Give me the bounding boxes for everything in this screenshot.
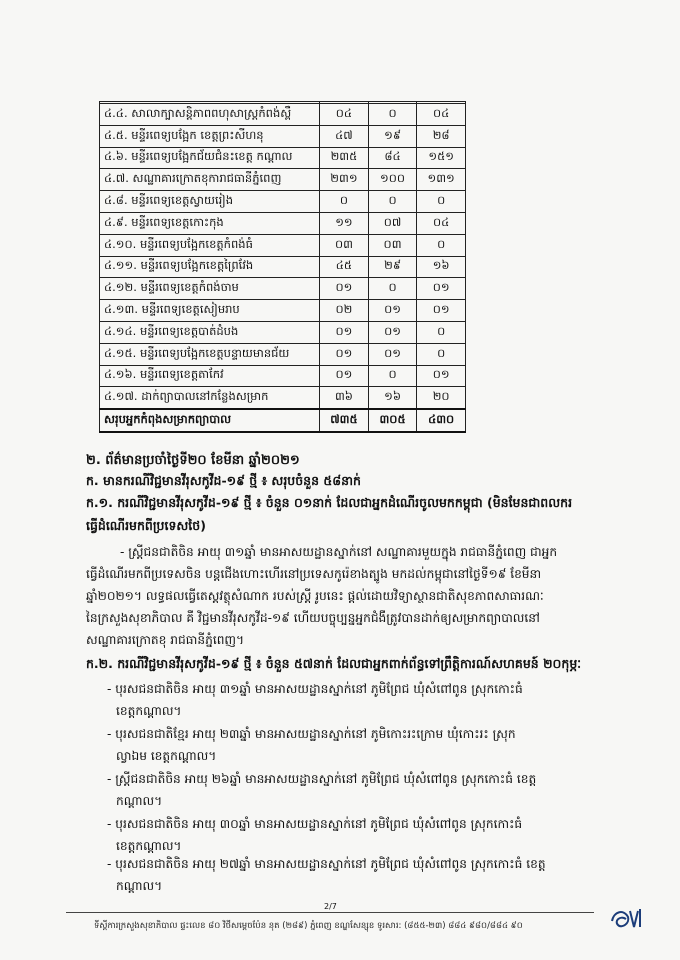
total-cases: ៤៧: [320, 125, 369, 147]
table-row: [100, 278, 466, 300]
total-male: ៣០៥: [368, 409, 417, 432]
case-bullet-line2: កណ្តាល។: [116, 794, 163, 808]
table-row: [100, 191, 466, 213]
table-row: [100, 321, 466, 343]
male-cases: ០: [368, 365, 417, 387]
female-cases: ០: [417, 343, 466, 365]
male-cases: ០: [368, 191, 417, 213]
table-row: [100, 365, 466, 387]
section-heading: ២. ព័ត៌មានប្រចាំថ្ងៃទី២០ ខែមីនា ឆ្នាំ២០២១: [86, 453, 300, 468]
total-all: ៧៣៥: [320, 409, 369, 432]
total-cases: ២៣៥: [320, 147, 369, 169]
total-cases: ២៣១: [320, 169, 369, 191]
case-bullet-line1: - បុរសជនជាតិខ្មែរ អាយុ ២៣ឆ្នាំ មានអាសយដ្ឋានស្នាក់នៅ ភូមិកោះរះក្រោម ឃុំកោះរះ ស្រុក: [107, 727, 516, 741]
female-cases: ២៨: [417, 125, 466, 147]
male-cases: ២៩: [368, 256, 417, 278]
total-female: ៤៣០: [417, 409, 466, 432]
facility-name: ៤.១៧. ដាក់ព្យាបាលនៅកន្លែងសម្រាក: [100, 387, 320, 409]
facility-name: ៤.១៣. មន្ទីរពេទ្យខេត្តសៀមរាប: [100, 300, 320, 322]
total-cases: ០២: [320, 300, 369, 322]
male-cases: ១៦: [368, 387, 417, 409]
female-cases: ០: [417, 321, 466, 343]
female-cases: ០៤: [417, 104, 466, 126]
ministry-logo-icon: [608, 905, 648, 937]
facility-name: ៤.៩. មន្ទីរពេទ្យខេត្តកោះកុង: [100, 212, 320, 234]
male-cases: ០: [368, 104, 417, 126]
table-row: [100, 343, 466, 365]
case-paragraph-line5: សណ្ឋាគារក្រោតខុ រាជធានីភ្នំពេញ។: [86, 633, 245, 647]
facility-name: ៤.៥. មន្ទីរពេទ្យបង្អែក ខេត្តព្រះសីហនុ: [100, 125, 320, 147]
case-bullet: [107, 853, 585, 897]
female-cases: ១៦: [417, 256, 466, 278]
subheading-a1: ក.១. ករណីវិជ្ជមានវីរុសកូវីដ-១៩ ថ្មី ៖ ចំនួន ០១នាក់ ដែលជាអ្នកដំណើរចូលមកកម្ពុជា (មិនមែនជាពលករ: [86, 495, 573, 510]
facility-name: ៤.១៥. មន្ទីរពេទ្យបង្អែកខេត្តបន្ទាយមានជ័យ: [100, 343, 320, 365]
table-row: [100, 234, 466, 256]
total-cases: ៣៦: [320, 387, 369, 409]
case-bullet: [107, 813, 585, 857]
total-cases: ០: [320, 191, 369, 213]
case-bullet: [107, 768, 585, 812]
subheading-a1-cont: ធ្វើដំណើរមកពីប្រទេសថៃ): [86, 518, 206, 533]
facility-name: ៤.៤. សាលាក្បាសន្តិភាពពហុសាស្ត្រកំពង់ស្ពឺ: [100, 104, 320, 126]
facility-name: ៤.៨. មន្ទីរពេទ្យខេត្តស្វាយរៀង: [100, 191, 320, 213]
footer-address: ទីស្តីការក្រសួងសុខាភិបាល ផ្ទះលេខ ៨០ វិថីសម្តេចប៉ែន នុត (២៨៩) ភ្នំពេញ ខណ្ឌសែន្សុខ ទូរសារ: (៨៥៥-២៣) ៨៨៤ ៩៨០/៨៨៤ ៩០: [94, 921, 523, 931]
total-cases: ០៤: [320, 104, 369, 126]
table-row: [100, 147, 466, 169]
case-bullet-line1: - បុរសជនជាតិចិន អាយុ ២៧ឆ្នាំ មានអាសយដ្ឋានស្នាក់នៅ ភូមិព្រែជ ឃុំសំពៅពូន ស្រុកកោះធំ ខេត្ត: [107, 857, 546, 871]
page-number: 2/7: [324, 902, 337, 911]
facility-name: ៤.១០. មន្ទីរពេទ្យបង្អែកខេត្តកំពង់ធំ: [100, 234, 320, 256]
case-bullet-line2: ខេត្តកណ្តាល។: [116, 704, 182, 718]
facility-name: ៤.១២. មន្ទីរពេទ្យខេត្តកំពង់ចាម: [100, 278, 320, 300]
case-bullet-line2: ល្វាឯម ខេត្តកណ្តាល។: [116, 749, 217, 763]
female-cases: ០: [417, 191, 466, 213]
case-bullet-line1: - បុរសជនជាតិចិន អាយុ ៣១ឆ្នាំ មានអាសយដ្ឋានស្នាក់នៅ ភូមិព្រែជ ឃុំសំពៅពូន ស្រុកកោះធំ: [107, 682, 523, 696]
male-cases: ១០០: [368, 169, 417, 191]
subheading-a2: ក.២. ករណីវិជ្ជមានវីរុសកូវីដ-១៩ ថ្មី ៖ ចំនួន ៥៧នាក់ ដែលជាអ្នកពាក់ព័ន្ធទៅព្រឹត្តិការណ៍សហគមន៍ ២០កុម្ភៈ: [86, 656, 582, 671]
female-cases: ០១: [417, 365, 466, 387]
case-paragraph-line1: - ស្ត្រីជនជាតិចិន អាយុ ៣១ឆ្នាំ មានអាសយដ្ឋានស្នាក់នៅ សណ្ឋាគារមួយក្នុង រាជធានីភ្នំពេញ ជាអ្នក: [120, 545, 558, 559]
table-row: [100, 125, 466, 147]
male-cases: ០១: [368, 343, 417, 365]
case-bullet-line2: ខេត្តកណ្តាល។: [116, 839, 182, 853]
case-bullet: [107, 723, 585, 767]
total-label: សរុបអ្នកកំពុងសម្រាកព្យាបាល: [100, 409, 320, 432]
table-row: [100, 387, 466, 409]
female-cases: ០១: [417, 300, 466, 322]
male-cases: ០១: [368, 300, 417, 322]
male-cases: ០៧: [368, 212, 417, 234]
table-row: [100, 169, 466, 191]
case-bullet: [107, 678, 585, 722]
female-cases: ១៥១: [417, 147, 466, 169]
patient-table: [99, 101, 466, 433]
total-cases: ០១: [320, 278, 369, 300]
total-cases: ០៣: [320, 234, 369, 256]
male-cases: ០១: [368, 321, 417, 343]
female-cases: ០៤: [417, 212, 466, 234]
table-row: [100, 212, 466, 234]
facility-name: ៤.៧. សណ្ឋាគារក្រោតខុការាជធានីភ្នំពេញ: [100, 169, 320, 191]
table-row: [100, 300, 466, 322]
table-total-row: [100, 409, 466, 432]
male-cases: ១៩: [368, 125, 417, 147]
case-paragraph-line2: ធ្វើដំណើរមកពីប្រទេសចិន បន្តជើងហោះហើរនៅប្រទេសកូរ៉េខាងត្បូង មកដល់កម្ពុជានៅថ្ងៃទី១៩ ខែមីនា: [86, 567, 542, 581]
total-cases: ៤៥: [320, 256, 369, 278]
female-cases: ១៣១: [417, 169, 466, 191]
subheading-a: ក. មានករណីវិជ្ជមានវីរុសកូវីដ-១៩ ថ្មី ៖ សរុបចំនួន ៥៨នាក់: [86, 473, 361, 488]
female-cases: ០: [417, 234, 466, 256]
case-bullet-line2: កណ្តាល។: [116, 879, 163, 893]
case-paragraph-line3: ឆ្នាំ២០២១។ លទ្ធផលធ្វើតេស្តវត្ថុសំណាក របស់ស្ត្រី រូបនេះ ផ្តល់ដោយវិទ្យាស្ថានជាតិសុខភាពសាធារណៈ: [86, 589, 544, 603]
total-cases: ០១: [320, 321, 369, 343]
case-bullet-line1: - ស្ត្រីជនជាតិចិន អាយុ ២៦ឆ្នាំ មានអាសយដ្ឋានស្នាក់នៅ ភូមិព្រែជ ឃុំសំពៅពូន ស្រុកកោះធំ ខេត្ត: [107, 772, 537, 786]
male-cases: ០: [368, 278, 417, 300]
female-cases: ២០: [417, 387, 466, 409]
total-cases: ១១: [320, 212, 369, 234]
table-row: [100, 104, 466, 126]
case-paragraph-line4: នៃក្រសួងសុខាភិបាល គឺ វិជ្ជមានវីរុសកូវីដ-១៩ ហើយបច្ចុប្បន្នអ្នកជំងឺត្រូវបានដាក់ឲ្យសម្រាកព្យាបាលនៅ: [86, 611, 540, 625]
facility-name: ៤.៦. មន្ទីរពេទ្យបង្អែកជ័យជំនះខេត្ត កណ្តាល: [100, 147, 320, 169]
facility-name: ៤.១១. មន្ទីរពេទ្យបង្អែកខេត្តព្រៃវែង: [100, 256, 320, 278]
total-cases: ០១: [320, 343, 369, 365]
table-row: [100, 256, 466, 278]
facility-name: ៤.១៤. មន្ទីរពេទ្យខេត្តបាត់ដំបង: [100, 321, 320, 343]
male-cases: ៨៤: [368, 147, 417, 169]
total-cases: ០១: [320, 365, 369, 387]
facility-name: ៤.១៦. មន្ទីរពេទ្យខេត្តតាកែវ: [100, 365, 320, 387]
male-cases: ០៣: [368, 234, 417, 256]
case-bullet-line1: - បុរសជនជាតិចិន អាយុ ៣០ឆ្នាំ មានអាសយដ្ឋានស្នាក់នៅ ភូមិព្រែជ ឃុំសំពៅពូន ស្រុកកោះធំ: [107, 817, 523, 831]
female-cases: ០១: [417, 278, 466, 300]
footer-divider: [66, 912, 594, 913]
